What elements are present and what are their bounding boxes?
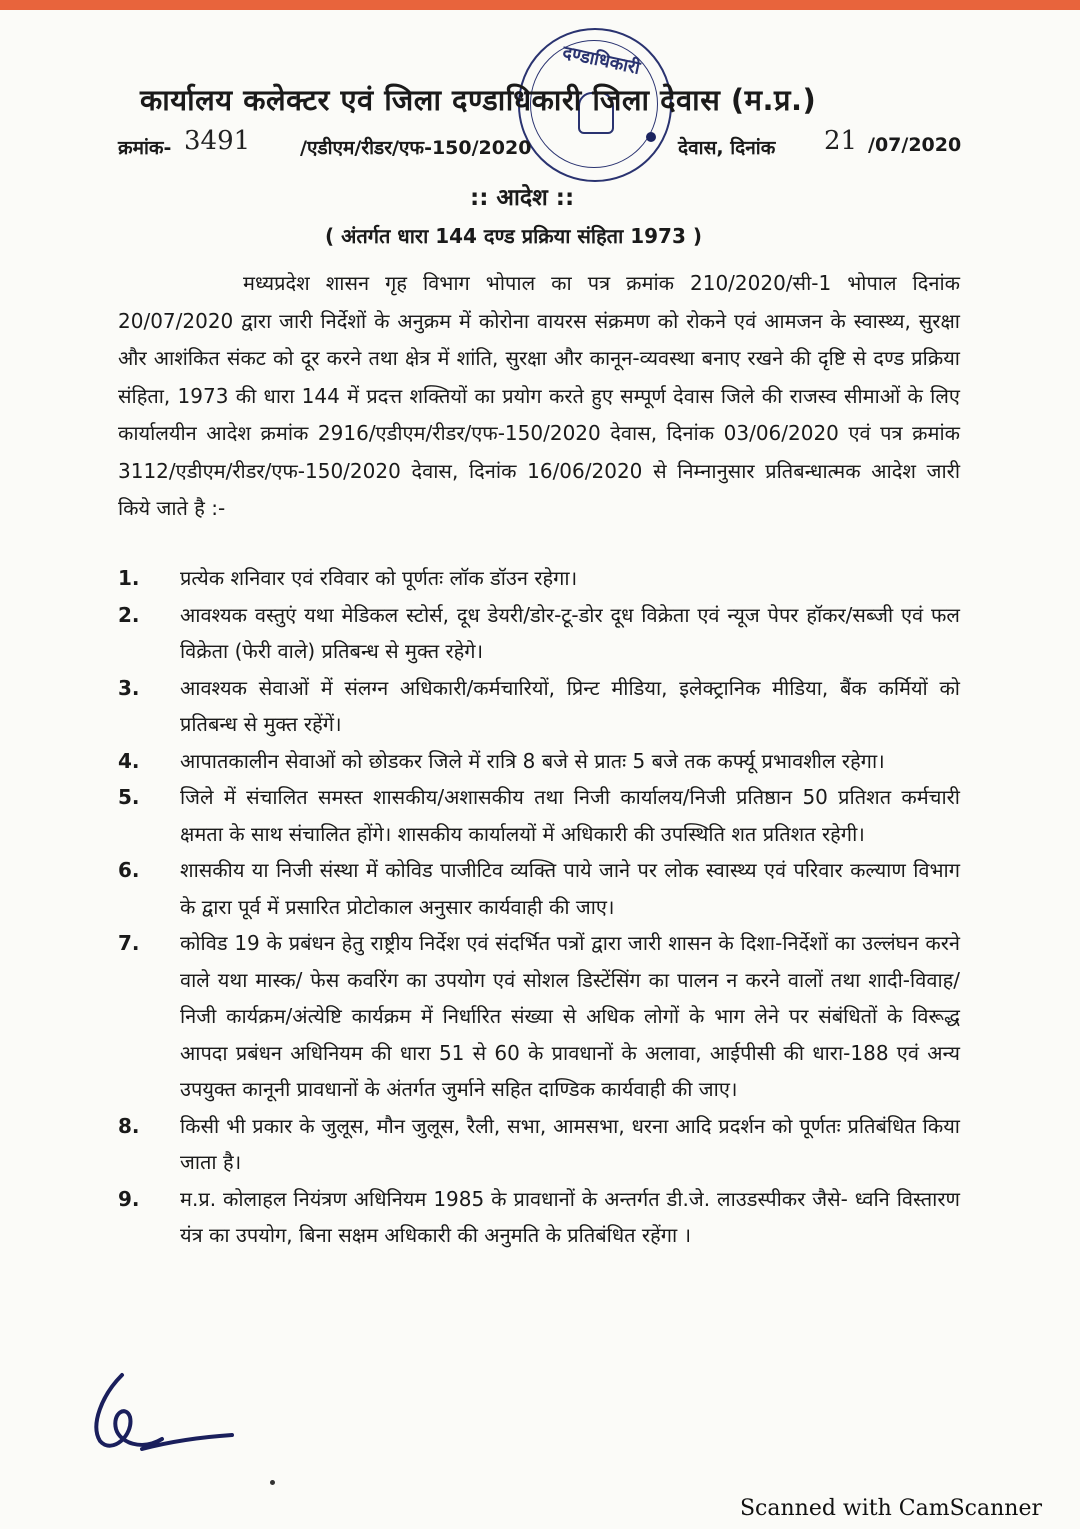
document-page [0,10,1080,1529]
item-number: 1. [118,566,140,590]
order-items-list [118,560,960,1254]
item-number: 5. [118,785,140,809]
item-text: किसी भी प्रकार के जुलूस, मौन जुलूस, रैली, सभा, आमसभा, धरना आदि प्रदर्शन को पूर्णतः प्रतिबंधित किया जाता है। [180,1113,960,1174]
intro-paragraph: मध्यप्रदेश शासन गृह विभाग भोपाल का पत्र क्रमांक 210/2020/सी-1 भोपाल दिनांक 20/07/2020 द्वारा जारी निर्देशों के अनुक्रम में कोरोना वायरस संक्रमण को रोकने एवं आमजन के स्वास्थ्य, सुरक्षा और आशंकित संकट को दूर करने तथा क्षेत्र में शांति, सुरक्षा और कानून-व्यवस्था बनाए रखने की दृष्टि से दण्ड प्रक्रिया संहिता, 1973 की धारा 144 में प्रदत्त शक्तियों का प्रयोग करते हुए सम्पूर्ण देवास जिले की राजस्व सीमाओं के लिए कार्यालयीन आदेश क्रमांक 2916/एडीएम/रीडर/एफ-150/2020 देवास, दिनांक 03/06/2020 एवं पत्र क्रमांक 3112/एडीएम/रीडर/एफ-150/2020 देवास, दिनांक 16/06/2020 से निम्नानुसार प्रतिबन्धात्मक आदेश जारी किये जाते है :- [118,271,960,520]
office-heading: कार्यालय कलेक्टर एवं जिला दण्डाधिकारी जिला देवास (म.प्र.) [140,83,817,117]
legal-section: ( अंतर्गत धारा 144 दण्ड प्रक्रिया संहिता 1973 ) [325,224,702,248]
item-number: 4. [118,748,140,773]
item-number: 8. [118,1113,140,1138]
item-text: कोविड 19 के प्रबंधन हेतु राष्ट्रीय निर्देश एवं संदर्भित पत्रों द्वारा जारी शासन के दिशा-निर्देशों का उल्लंघन करने वाले यथा मास्क/ फेस कवरिंग का उपयोग एवं सोशल डिस्टेंसिंग का पालन न करने वालों तथा शादी-विवाह/निजी कार्यक्रम/अंत्येष्टि कार्यक्रम में निर्धारित संख्या से अधिक लोगों के भाग लेने पर संबंधितों के विरूद्ध आपदा प्रबंधन अधिनियम की धारा 51 से 60 के प्रावधानों के अलावा, आईपीसी की धारा-188 एवं अन्य उपयुक्त कानूनी प्रावधानों के अंतर्गत जुर्माने सहित दाण्डिक कार्यवाही की जाए। [180,931,960,1101]
item-text: आपातकालीन सेवाओं को छोडकर जिले में रात्रि 8 बजे से प्रातः 5 बजे तक कर्फ्यू प्रभावशील रहेगा। [180,748,885,773]
scanner-watermark: Scanned with CamScanner [739,1496,1042,1521]
item-number: 6. [118,858,140,882]
list-item [118,670,960,743]
item-text: आवश्यक वस्तुएं यथा मेडिकल स्टोर्स, दूध डेयरी/डोर-टू-डोर दूध विक्रेता एवं न्यूज पेपर हॉकर/सब्जी एवं फल विक्रेता (फेरी वाले) प्रतिबन्ध से मुक्त रहेगे। [180,602,960,663]
scanner-top-bar [0,0,1080,10]
signature-icon [82,1355,242,1465]
ref-number: 3491 [184,126,251,156]
list-item [118,852,960,925]
ref-path: /एडीएम/रीडर/एफ-150/2020 [300,137,532,159]
item-number: 3. [118,675,140,700]
item-number: 7. [118,931,140,955]
order-title: :: आदेश :: [470,185,575,211]
date-month-year: /07/2020 [868,134,962,156]
scan-speck [270,1480,275,1485]
list-item [118,597,960,670]
list-item [118,779,960,852]
item-number: 2. [118,602,140,627]
item-text: शासकीय या निजी संस्था में कोविड पाजीटिव व्यक्ति पाये जाने पर लोक स्वास्थ्य एवं परिवार कल्याण विभाग के द्वारा पूर्व में प्रसारित प्रोटोकाल अनुसार कार्यवाही की जाए। [180,858,960,919]
ref-label: क्रमांक- [118,137,172,159]
list-item [118,743,960,780]
list-item [118,1181,960,1254]
list-item [118,925,960,1108]
reference-row [118,126,968,170]
list-item [118,560,960,597]
seal-text: दण्डाधिकारी [560,42,642,79]
place-date-label: देवास, दिनांक [678,137,776,159]
item-text: प्रत्येक शनिवार एवं रविवार को पूर्णतः लॉक डॉउन रहेगा। [180,566,578,590]
item-text: आवश्यक सेवाओं में संलग्न अधिकारी/कर्मचारियों, प्रिन्ट मीडिया, इलेक्ट्रानिक मीडिया, बैंक कर्मियों को प्रतिबन्ध से मुक्त रहेंगें। [180,675,960,736]
list-item [118,1108,960,1181]
item-text: म.प्र. कोलाहल नियंत्रण अधिनियम 1985 के प्रावधानों के अन्तर्गत डी.जे. लाउडस्पीकर जैसे- ध्वनि विस्तारण यंत्र का उपयोग, बिना सक्षम अधिकारी की अनुमति के प्रतिबंधित रहेंगा । [180,1186,960,1247]
item-text: जिले में संचालित समस्त शासकीय/अशासकीय तथा निजी कार्यालय/निजी प्रतिष्ठान 50 प्रतिशत कर्मचारी क्षमता के साथ संचालित होंगे। शासकीय कार्यालयों में अधिकारी की उपस्थिति शत प्रतिशत रहेगी। [180,785,960,846]
item-number: 9. [118,1186,140,1211]
date-day: 21 [824,126,858,156]
